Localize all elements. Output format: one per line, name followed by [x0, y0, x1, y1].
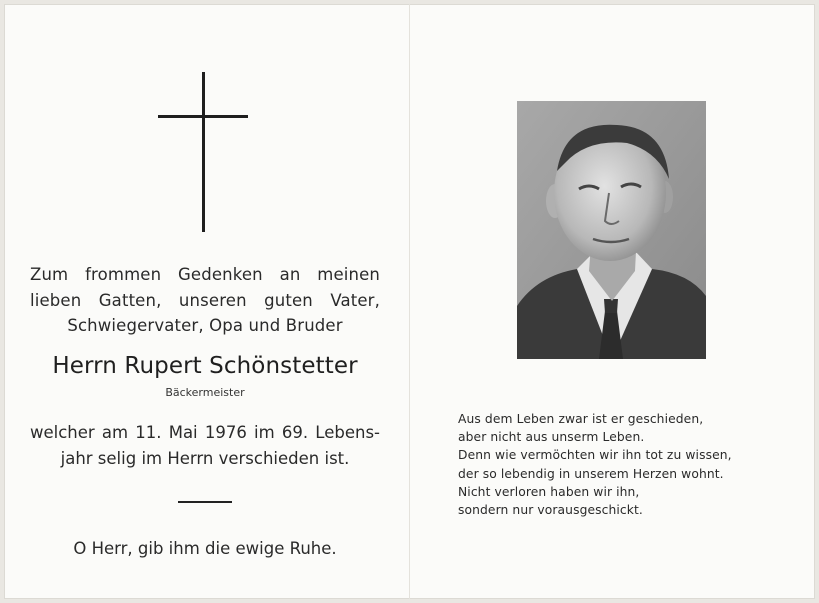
dedication-line: Zum frommen Gedenken an meinen	[30, 265, 380, 284]
poem-line: Denn wie vermöchten wir ihn tot zu wissen,	[458, 448, 732, 463]
death-notice	[30, 420, 380, 471]
memorial-poem	[458, 410, 758, 519]
divider-line	[178, 501, 232, 503]
cross-icon-bar	[158, 115, 248, 118]
cross-icon	[202, 72, 205, 232]
poem-line: sondern nur vorausgeschickt.	[458, 503, 643, 518]
portrait-photo	[517, 101, 706, 359]
death-notice-line: jahr selig im Herrn verschieden ist.	[60, 448, 350, 468]
death-notice-line: welcher am 11. Mai 1976 im 69. Lebens-	[30, 423, 380, 442]
poem-line: Aus dem Leben zwar ist er geschieden,	[458, 412, 704, 426]
deceased-name: Herrn Rupert Schönstetter	[52, 353, 358, 379]
card-fold-line	[409, 4, 410, 599]
deceased-profession: Bäckermeister	[165, 386, 245, 399]
dedication-line: Schwiegervater, Opa und Bruder	[67, 316, 343, 335]
poem-line: aber nicht aus unserm Leben.	[458, 430, 645, 445]
poem-line: der so lebendig in unserem Herzen wohnt.	[458, 466, 724, 481]
poem-line: Nicht verloren haben wir ihn,	[458, 484, 640, 499]
dedication-text	[30, 262, 380, 339]
prayer-text: O Herr, gib ihm die ewige Ruhe.	[73, 539, 337, 558]
dedication-line: lieben Gatten, unseren guten Vater,	[30, 290, 380, 310]
